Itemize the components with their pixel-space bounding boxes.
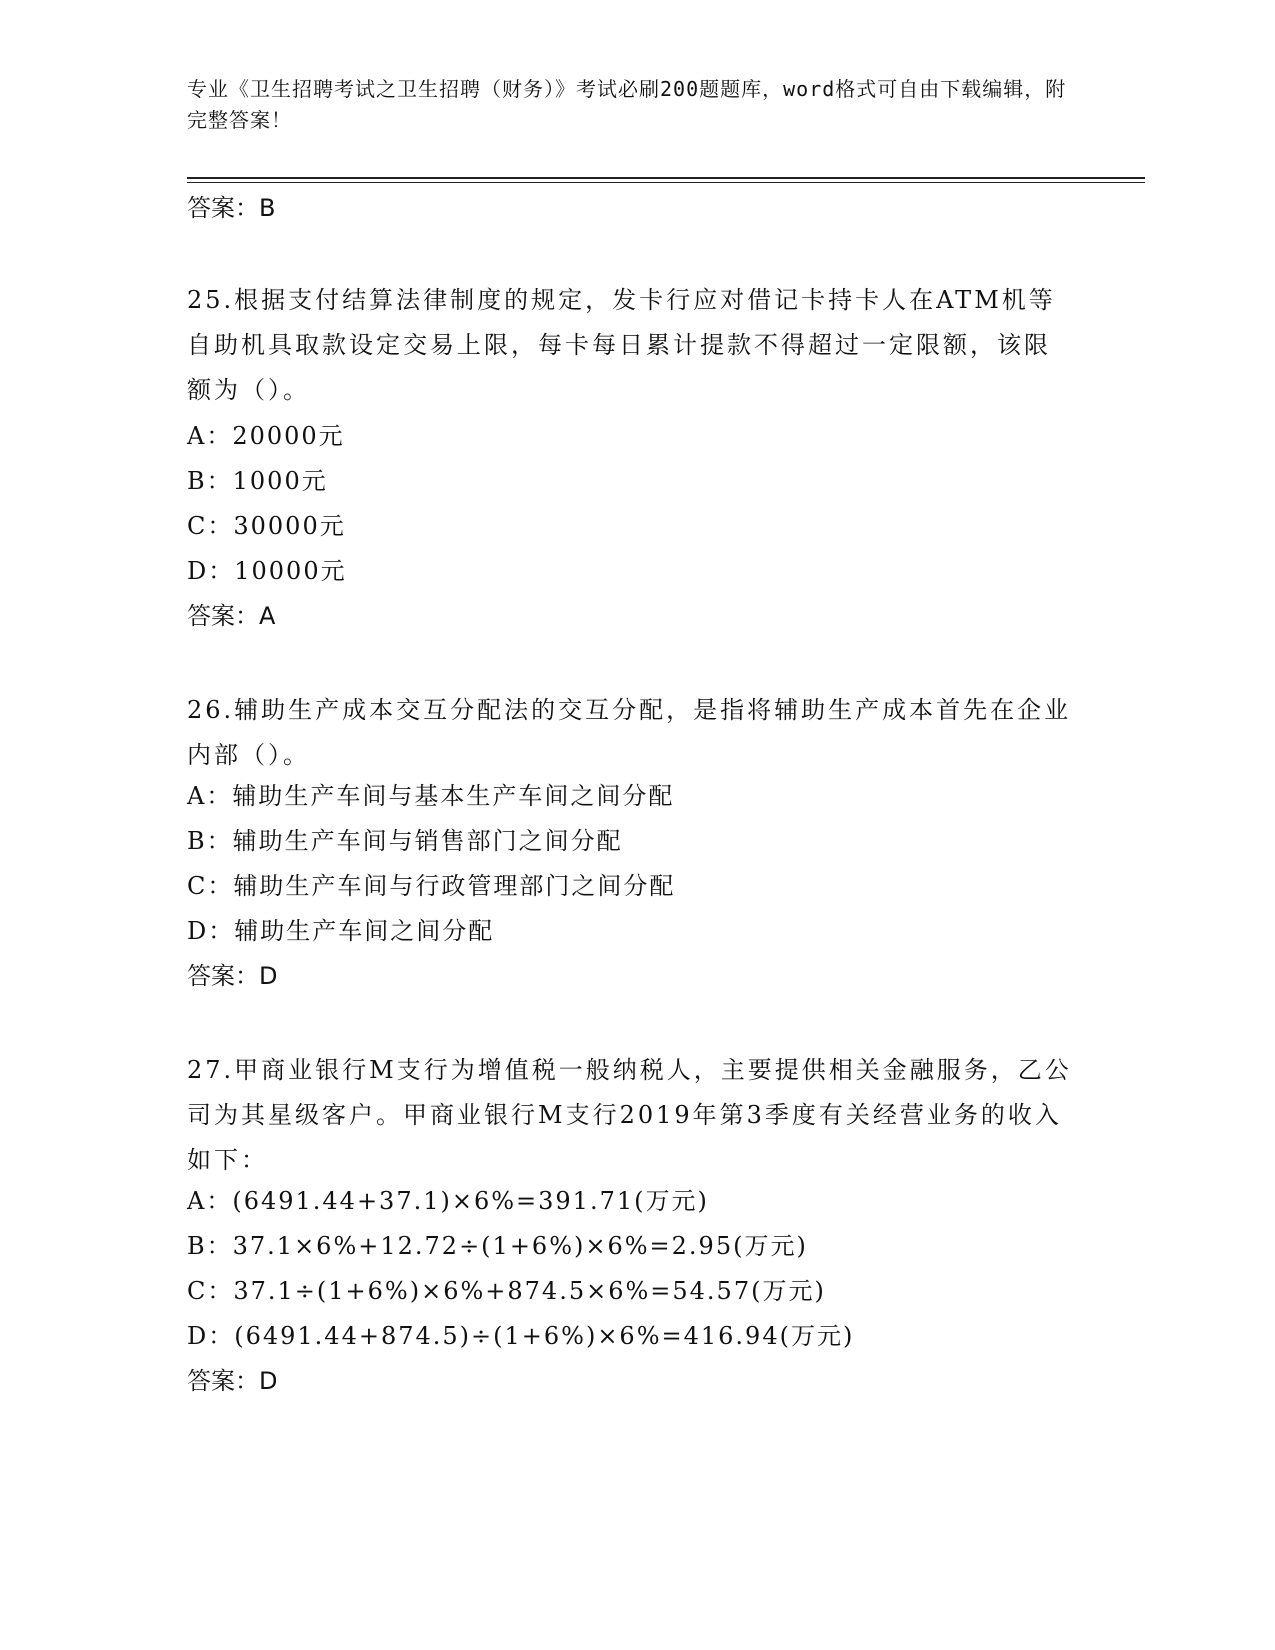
question-25-text: 25.根据支付结算法律制度的规定，发卡行应对借记卡持卡人在ATM机等自助机具取款设定交易上限，每卡每日累计提款不得超过一定限额，该限额为（）。 [187, 286, 1056, 404]
header-divider-thick [187, 177, 1145, 179]
question-26-option-d: D：辅助生产车间之间分配 [187, 917, 495, 945]
question-26-option-a: A：辅助生产车间与基本生产车间之间分配 [187, 782, 675, 810]
document-header: 专业《卫生招聘考试之卫生招聘（财务）》考试必刷200题题库，word格式可自由下载编辑，附完整答案！ [187, 77, 1067, 132]
question-26-option-b: B：辅助生产车间与销售部门之间分配 [187, 827, 623, 855]
question-26-text: 26.辅助生产成本交互分配法的交互分配，是指将辅助生产成本首先在企业内部（）。 [187, 696, 1072, 769]
question-26-option-c: C：辅助生产车间与行政管理部门之间分配 [187, 872, 676, 900]
question-25-option-d: D：10000元 [187, 557, 347, 585]
question-25-option-c: C：30000元 [187, 512, 346, 540]
answer-previous-question: 答案：B [187, 194, 276, 222]
question-27-option-b: B：37.1×6%+12.72÷(1+6%)×6%=2.95(万元) [187, 1232, 808, 1260]
question-25-option-b: B：1000元 [187, 467, 328, 495]
header-divider-thin [187, 182, 1145, 183]
question-25-option-a: A：20000元 [187, 422, 345, 450]
question-27-option-c: C：37.1÷(1+6%)×6%+874.5×6%=54.57(万元) [187, 1277, 826, 1305]
question-27-option-a: A：(6491.44+37.1)×6%=391.71(万元) [187, 1187, 709, 1215]
question-25-answer: 答案：A [187, 602, 276, 630]
question-26-answer: 答案：D [187, 962, 278, 990]
question-27-text: 27.甲商业银行M支行为增值税一般纳税人，主要提供相关金融服务，乙公司为其星级客户。甲商业银行M支行2019年第3季度有关经营业务的收入如下： [187, 1056, 1072, 1174]
question-27-answer: 答案：D [187, 1367, 278, 1395]
question-27-option-d: D：(6491.44+874.5)÷(1+6%)×6%=416.94(万元) [187, 1322, 855, 1350]
